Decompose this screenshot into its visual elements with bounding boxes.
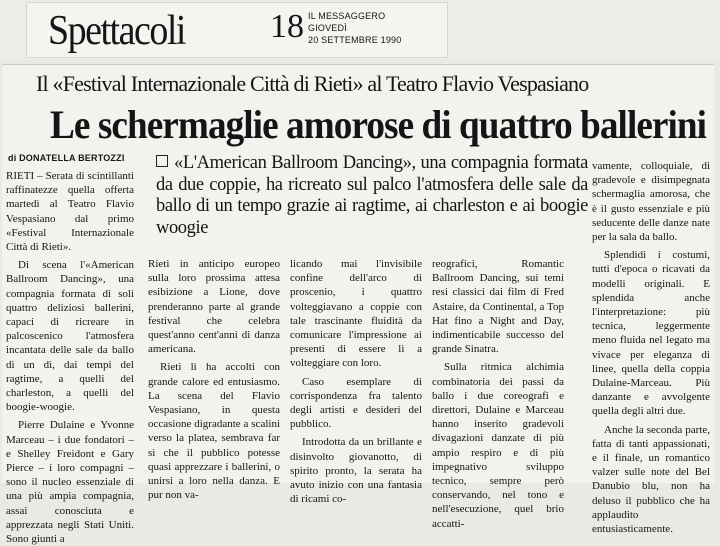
article-lead — [156, 153, 588, 239]
paragraph: Caso esemplare di corrispondenza fra talento degli artisti e desideri del pubblico. — [290, 375, 422, 431]
paragraph: Rieti in anticipo europeo sulla loro prossima attesa esibizione a Lione, dove prenderanno parte al grande festival che celebra quest'anno cent'anni di danza americana. — [148, 258, 280, 356]
paragraph: Di scena l'«American Ballroom Dancing», una compagnia formata di soli quattro deliziosi ballerini, capaci di ricreare in palcoscenico l'atmosfera incantata delle sale da ballo di un dì, dai tempi del ragtime, a quelli del charleston, a quelli del boogie-woogie. — [6, 259, 134, 414]
paragraph: Splendidi i costumi, tutti d'epoca o ricavati da modelli originali. E splendida anche l'interpretazione: più tecnica, leggermente meno fluida nel legato ma vivace per eleganza di linee, quella della coppia Dulaine-Marceau. Più danzante e avvolgente quella degli altri due. — [592, 249, 710, 418]
paper-weekday: GIOVEDÌ — [308, 23, 347, 33]
text-column-3 — [290, 257, 422, 506]
page-number: 18 — [270, 8, 304, 45]
paragraph: Sulla ritmica alchimia combinatoria dei passi da ballo i due coreografi e direttori, Dulaine e Marceau hanno inserito gradevoli divagazioni danzate di più ampio respiro e di più impegnativo sviluppo tecnico, sempre però conservando, nel tono e nell'esecuzione, quel brio accatti- — [432, 361, 564, 530]
square-bullet-icon — [156, 155, 168, 167]
article-headline: Le schermaglie amorose di quattro ballerini — [50, 102, 707, 147]
paper-info — [308, 10, 401, 46]
section-name: Spettacoli — [48, 7, 185, 55]
paragraph: vamente, colloquiale, di gradevole e disimpegnata schermaglia amorosa, che è il gusto essenziale e più seducente delle danze nate per la sala da ballo. — [592, 160, 710, 244]
lead-text: «L'American Ballroom Dancing», una compagnia formata da due coppie, ha ricreato sul palco l'atmosfera delle sale da ballo di un tempo grazie ai ragtime, ai charleston e ai boogie woogie — [156, 153, 588, 238]
article-byline: di DONATELLA BERTOZZI — [8, 153, 125, 163]
paragraph: reografici, Romantic Ballroom Dancing, sui temi resi classici dai film di Fred Astaire, da Continental, a Top Hat fino a Night and Day, indimenticabile successo del grande Sinatra. — [432, 258, 564, 356]
paragraph: Introdotta da un brillante e disinvolto giovanotto, di spirito pronto, la serata ha avuto inizio con una fantasia di ricami co- — [290, 436, 422, 506]
paragraph: Anche la seconda parte, fatta di tanti appassionati, e il finale, un romantico valzer sulle note del Bel Danubio blu, non ha deluso il pubblico che ha applaudito entusiasticamente. — [592, 423, 710, 536]
paragraph: licando mai l'invisibile confine dell'arco di proscenio, i quattro volteggiavano a coppie con tale trascinante fluidità da comunicare l'impressione ai presenti di essere lì a volteggiare con loro. — [290, 258, 422, 370]
text-column-2 — [148, 257, 280, 502]
text-column-4 — [432, 257, 564, 530]
paragraph: Rieti li ha accolti con grande calore ed entusiasmo. La scena del Flavio Vespasiano, in questa occasione digradante a scalini verso la platea, sembrava far sì che il pubblico potesse quasi apprezzare i ballerini, o unirsi a loro nella danza. E pur non va- — [148, 361, 280, 502]
article-kicker: Il «Festival Internazionale Città di Rieti» al Teatro Flavio Vespasiano — [36, 71, 589, 96]
paper-name: IL MESSAGGERO — [308, 11, 386, 21]
text-column-5 — [592, 159, 710, 536]
text-column-1 — [6, 169, 134, 546]
article — [2, 64, 714, 546]
paragraph: Pierre Dulaine e Yvonne Marceau – i due fondatori – e Shelley Freidont e Gary Pierce – i loro compagni – sono il nucleo essenziale di una più ampia compagnia, assai conosciuta e apprezzata negli Stati Uniti. Sono giunti a — [6, 419, 134, 546]
paper-date: 20 SETTEMBRE 1990 — [308, 35, 402, 45]
paragraph: RIETI – Serata di scintillanti raffinatezze quella offerta martedì al Teatro Flavio Vespasiano dal primo «Festival Internazionale Città di Rieti». — [6, 170, 134, 254]
masthead-strip — [0, 0, 720, 60]
